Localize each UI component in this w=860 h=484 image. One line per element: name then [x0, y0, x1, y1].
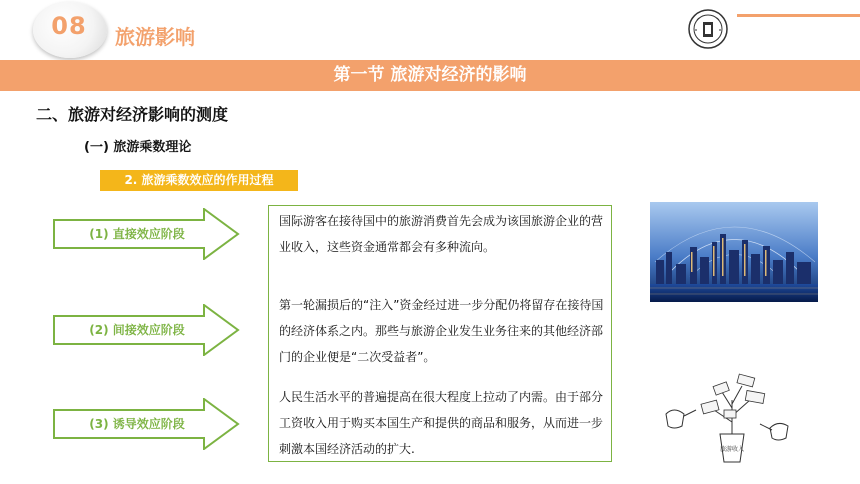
section-banner [0, 60, 860, 91]
paragraph-direct: 国际游客在接待国中的旅游消费首先会成为该国旅游企业的营业收入，这些资金通常都会有多种流向。 [279, 214, 604, 254]
header-accent-line [737, 14, 860, 17]
city-skyline-image [650, 202, 818, 302]
section-banner-title: 第一节 旅游对经济的影响 [333, 65, 527, 85]
stage-label: (3) 诱导效应阶段 [89, 417, 185, 431]
paragraph-indirect: 第一轮漏损后的“注入”资金经过进一步分配仍将留存在接待国的经济体系之内。那些与旅游企业发生业务往来的其他经济部门的企业便是“二次受益者”。 [279, 298, 604, 364]
chapter-number: 08 [51, 12, 87, 40]
university-logo-icon [687, 8, 729, 50]
money-plant-illustration [662, 370, 802, 466]
section-heading: 二、旅游对经济影响的测度 [36, 105, 229, 124]
content-box [268, 205, 612, 462]
sub-heading: (一) 旅游乘数理论 [84, 140, 192, 155]
stage-arrow-indirect [52, 304, 240, 356]
stage-label: (1) 直接效应阶段 [89, 227, 185, 241]
stage-arrow-direct [52, 208, 240, 260]
paragraph-induced: 人民生活水平的普遍提高在很大程度上拉动了内需。由于部分工资收入用于购买本国生产和提供的商品和服务，从而进一步刺激本国经济活动的扩大. [279, 390, 604, 456]
process-tag: 2. 旅游乘数效应的作用过程 [100, 170, 298, 191]
stage-arrow-induced [52, 398, 240, 450]
plant-pot-label: 旅游收入 [719, 446, 745, 453]
chapter-title: 旅游影响 [115, 25, 195, 49]
stage-label: (2) 间接效应阶段 [89, 323, 185, 337]
